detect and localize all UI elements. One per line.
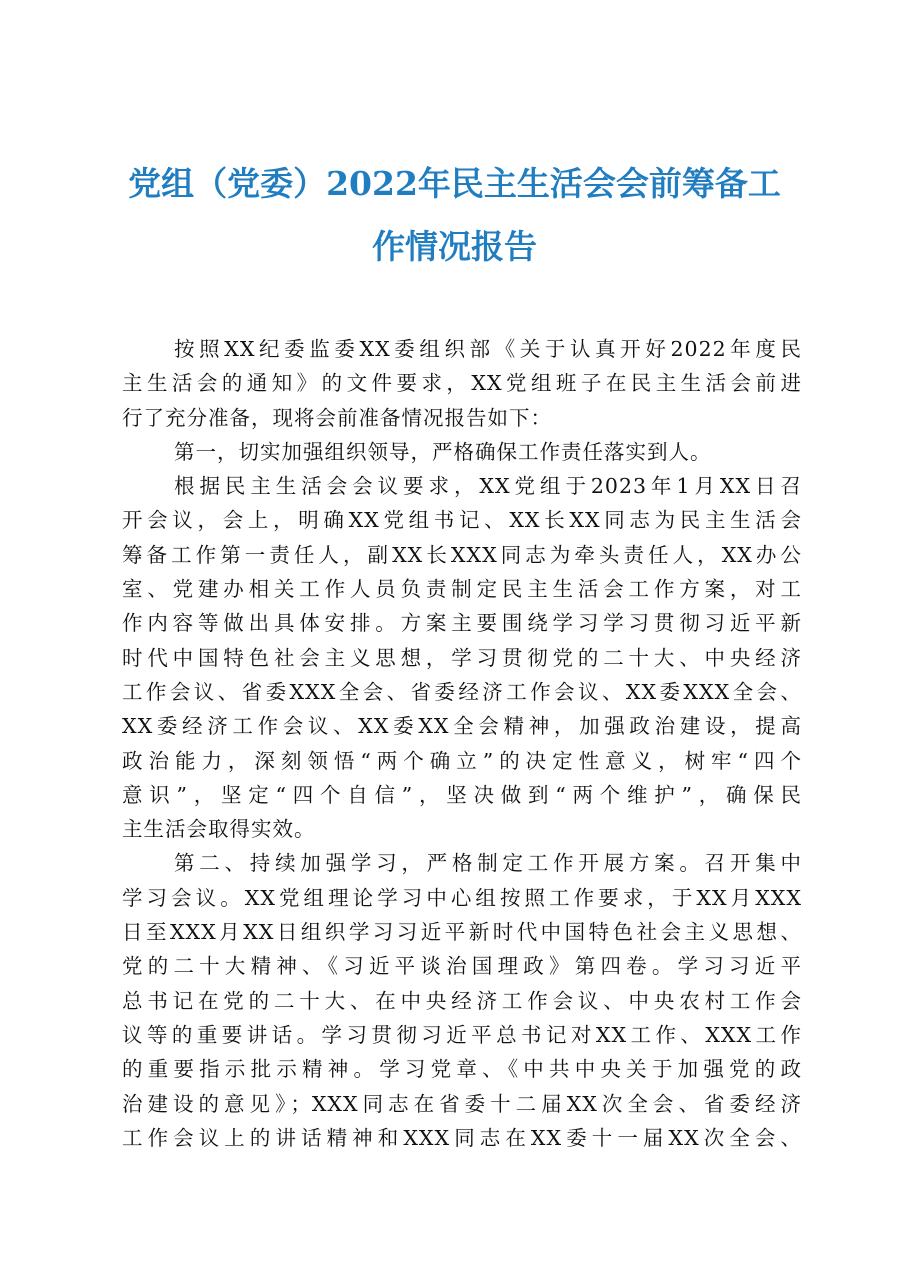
body-text-line: 筹备工作第一责任人，副XX长XXX同志为牵头责任人，XX办公 — [122, 542, 802, 567]
document-title-line-1: 党组（党委）2022年民主生活会会前筹备工 — [128, 164, 781, 203]
body-text-line: 作内容等做出具体安排。方案主要围绕学习学习贯彻习近平新 — [122, 611, 802, 636]
body-text-line: 治建设的意见》；XXX同志在省委十二届XX次全会、省委经济 — [122, 1091, 802, 1116]
body-text-line: 行了充分准备，现将会前准备情况报告如下： — [122, 405, 552, 430]
body-text-line: 学习会议。XX党组理论学习中心组按照工作要求，于XX月XXX — [122, 885, 802, 910]
body-text-line: XX委经济工作会议、XX委XX全会精神，加强政治建设，提高 — [122, 714, 802, 739]
document-body — [122, 332, 802, 1155]
body-text-line: 议等的重要讲话。学习贯彻习近平总书记对XX工作、XXX工作 — [122, 1022, 802, 1047]
body-text-line: 主生活会取得实效。 — [122, 817, 316, 842]
body-text-line: 第一，切实加强组织领导，严格确保工作责任落实到人。 — [174, 439, 712, 464]
body-text-line: 第二、持续加强学习，严格制定工作开展方案。召开集中 — [174, 851, 802, 876]
body-text-line: 政治能力，深刻领悟“两个确立”的决定性意义，树牢“四个 — [122, 748, 802, 773]
body-text-line: 总书记在党的二十大、在中央经济工作会议、中央农村工作会 — [122, 988, 802, 1013]
body-text-line: 开会议，会上，明确XX党组书记、XX长XX同志为民主生活会 — [122, 508, 802, 533]
body-text-line: 主生活会的通知》的文件要求，XX党组班子在民主生活会前进 — [122, 371, 802, 396]
body-text-line: 的重要指示批示精神。学习党章、《中共中央关于加强党的政 — [122, 1057, 802, 1082]
body-text-line: 工作会议、省委XXX全会、省委经济工作会议、XX委XXX全会、 — [122, 679, 802, 704]
body-text-line: 根据民主生活会会议要求，XX党组于2023年1月XX日召 — [174, 474, 802, 499]
document-title-line-2: 作情况报告 — [372, 227, 537, 266]
body-text-line: 日至XXX月XX日组织学习习近平新时代中国特色社会主义思想、 — [122, 920, 802, 945]
body-text-line: 意识”，坚定“四个自信”，坚决做到“两个维护”，确保民 — [122, 782, 802, 807]
body-text-line: 工作会议上的讲话精神和XXX同志在XX委十一届XX次全会、 — [122, 1125, 802, 1150]
body-text-line: 室、党建办相关工作人员负责制定民主生活会工作方案，对工 — [122, 577, 802, 602]
body-text-line: 党的二十大精神、《习近平谈治国理政》第四卷。学习习近平 — [122, 954, 802, 979]
body-text-line: 时代中国特色社会主义思想，学习贯彻党的二十大、中央经济 — [122, 645, 802, 670]
body-text-line: 按照XX纪委监委XX委组织部《关于认真开好2022年度民 — [174, 337, 802, 361]
